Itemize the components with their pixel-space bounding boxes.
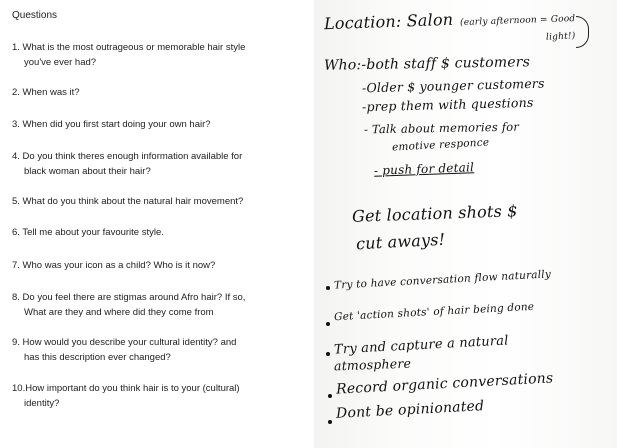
who-item: - Talk about memories for bbox=[363, 119, 520, 137]
question-line: 5. What do you think about the natural hair movement? bbox=[12, 196, 244, 207]
bullet-item-cont: atmosphere bbox=[333, 355, 412, 374]
location-heading: Location: Salon bbox=[323, 9, 454, 34]
question-line: 2. When was it? bbox=[12, 87, 80, 98]
question-line: 8. Do you feel there are stigmas around Afro hair? If so, bbox=[12, 292, 246, 303]
location-note: (early afternoon = Good bbox=[459, 13, 576, 29]
question-7 bbox=[12, 258, 312, 273]
bullet-dot bbox=[326, 352, 330, 356]
question-line: 6. Tell me about your favourite style. bbox=[12, 227, 164, 238]
question-8 bbox=[12, 290, 312, 320]
question-5 bbox=[12, 194, 312, 209]
question-line: 9. How would you describe your cultural identity? and bbox=[12, 337, 237, 348]
bullet-item: Try to have conversation flow naturally bbox=[333, 268, 552, 292]
bullet-dot bbox=[328, 394, 332, 398]
question-line: has this description ever changed? bbox=[24, 352, 171, 363]
who-item: - push for detail bbox=[373, 160, 475, 178]
bullet-dot bbox=[328, 420, 332, 424]
bullet-item: Dont be opinionated bbox=[335, 398, 485, 422]
question-line: 7. Who was your icon as a child? Who is it now? bbox=[12, 260, 216, 271]
who-item: -prep them with questions bbox=[361, 94, 534, 115]
bullet-item: Record organic conversations bbox=[335, 370, 554, 398]
question-line: 3. When did you first start doing your own hair? bbox=[12, 119, 211, 130]
question-6 bbox=[12, 225, 312, 240]
question-1 bbox=[12, 40, 312, 70]
bullet-item: Try and capture a natural bbox=[333, 333, 509, 358]
who-heading: Who:-both staff $ customers bbox=[323, 54, 531, 74]
question-line: you've ever had? bbox=[24, 57, 97, 68]
shots-note-cont: cut aways! bbox=[355, 229, 446, 254]
bracket-mark bbox=[576, 16, 589, 48]
who-item-cont: emotive responce bbox=[391, 136, 490, 154]
location-note-end: light!) bbox=[545, 31, 576, 43]
bullet-item: Get 'action shots' of hair being done bbox=[333, 300, 535, 324]
question-line: black woman about their hair? bbox=[24, 166, 151, 177]
question-line: What are they and where did they come from bbox=[24, 307, 214, 318]
handwritten-notes bbox=[314, 0, 617, 448]
question-10 bbox=[12, 381, 312, 411]
shots-note: Get location shots $ bbox=[351, 201, 518, 226]
questions-title: Questions bbox=[12, 10, 58, 21]
question-3 bbox=[12, 117, 312, 132]
question-line: 10.How important do you think hair is to your (cultural) bbox=[12, 383, 240, 394]
question-9 bbox=[12, 335, 312, 365]
bullet-dot bbox=[326, 322, 330, 326]
question-line: 4. Do you think theres enough information available for bbox=[12, 151, 243, 162]
question-2 bbox=[12, 85, 312, 100]
question-4 bbox=[12, 149, 312, 179]
question-line: 1. What is the most outrageous or memorable hair style bbox=[12, 42, 246, 53]
who-item: -Older $ younger customers bbox=[361, 75, 545, 96]
question-line: identity? bbox=[24, 398, 60, 409]
bullet-dot bbox=[326, 286, 330, 290]
